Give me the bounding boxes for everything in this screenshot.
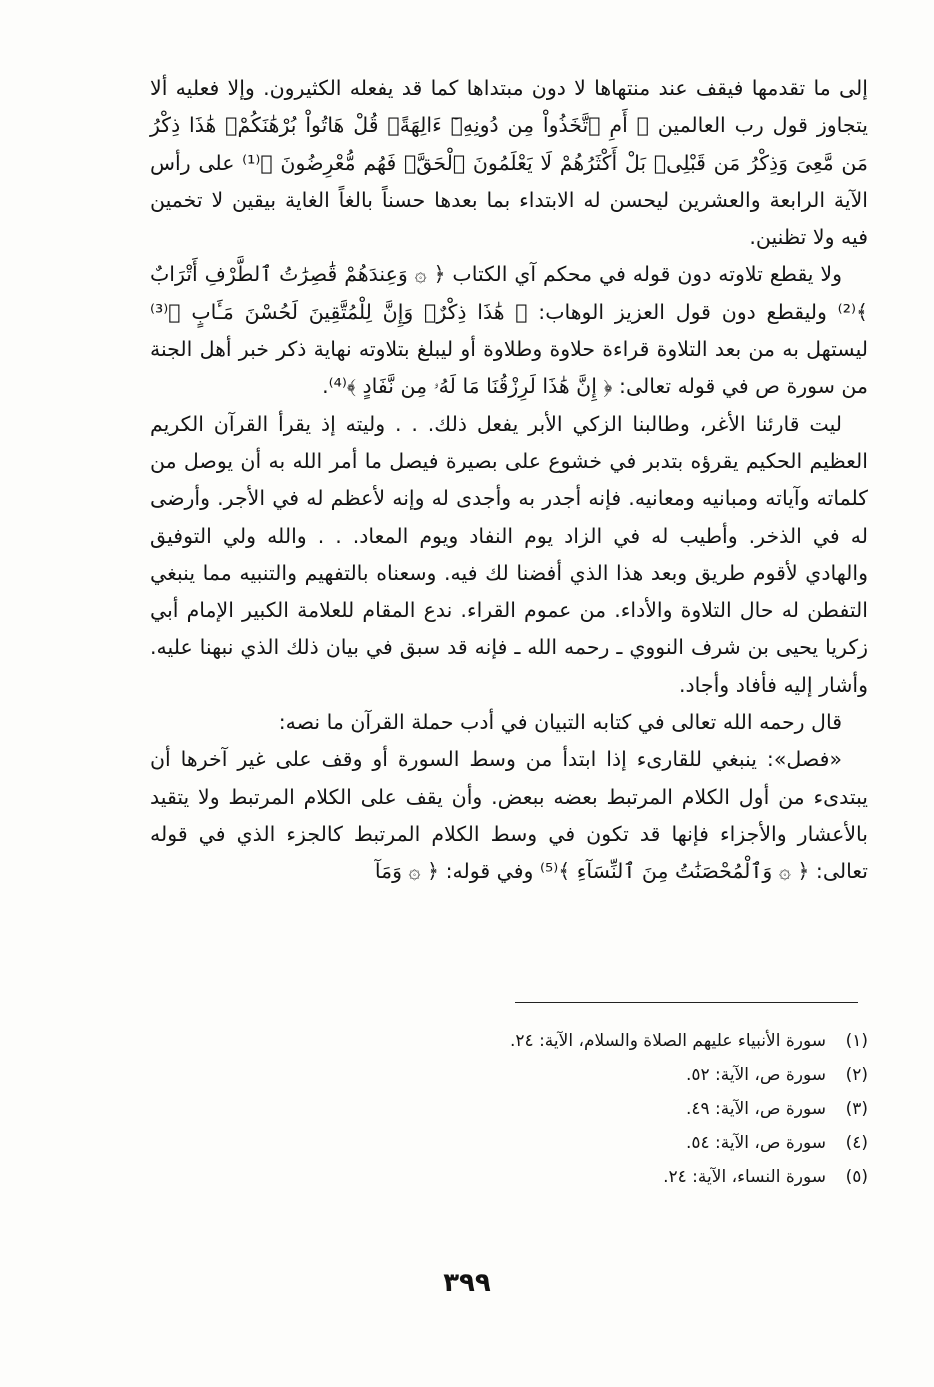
footnote-separator [515,1002,858,1003]
footnote-number: (٣) [845,1099,868,1119]
footnote-text: سورة ص، الآية: ٤٩. [685,1099,826,1119]
paragraph-3: ليت قارئنا الأغر، وطالبنا الزكي الأبر يفعل ذلك. . . وليته إذ يقرأ القرآن الكريم العظيم الحكيم يقرؤه بتدبر في خشوع على بصيرة فيصل ما أمر الله به أن يوصل من كلماته وآياته ومبانيه ومعانيه. فإنه أجدر به وأجدى له وإنه لأعظم له في الأجر. وأرضى له في الذخر. وأطيب له في الزاد يوم النفاد ويوم المعاد. . . والله ولي التوفيق والهادي لأقوم طريق وبعد هذا الذي أفضنا لك فيه. وسعناه بالتفهيم والتنبيه مما ينبغي التفطن له حال التلاوة والأداء. من عموم القراء. ندع المقام للعلامة الكبير الإمام أبي زكريا يحيى بن شرف النووي ـ رحمه الله ـ فإنه قد سبق في بيان ذلك الذي نبهنا عليه. وأشار إليه فأفاد وأجاد. [150,411,868,697]
footnote-text: سورة ص، الآية: ٥٤. [685,1133,826,1153]
paragraph-5: «فصل»: ينبغي للقارىء إذا ابتدأ من وسط السورة أو وقف على غير آخرها أن يبتدىء من أول الكلام المرتبط بعضه ببعض. وأن يقف على الكلام المرتبط ولا يتقيد بالأعشار والأجزاء فإنها قد تكون في وسط الكلام المرتبط كالجزء الذي في قوله تعالى: ﴿ ۞ وَٱلْمُحْصَنَٰتُ مِنَ ٱلنِّسَآءِ ﴾⁽⁵⁾ وفي قوله: ﴿ ۞ وَمَآ [150,747,868,884]
footnotes-list [150,1024,868,1194]
paragraph-2: ولا يقطع تلاوته دون قوله في محكم آي الكتاب ﴿ ۞ وَعِندَهُمْ قَٰصِرَٰتُ ٱلطَّرْفِ أَتْرَابٌ ﴾⁽²⁾ وليقطع دون قول العزيز الوهاب: ﴿ هَٰذَا ذِكْرٌۚ وَإِنَّ لِلْمُتَّقِينَ لَحُسْنَ مَـَٔابٍ ﴾⁽³⁾ ليستهل به من بعد التلاوة قراءة حلاوة وطلاوة أو ليبلغ بتلاوته نهاية ذكر خبر أهل الجنة من سورة ص في قوله تعالى: ﴿ إِنَّ هَٰذَا لَرِزْقُنَا مَا لَهُۥ مِن نَّفَادٍ ﴾⁽⁴⁾. [150,262,868,399]
footnote-3 [150,1092,868,1126]
footnote-1 [150,1024,868,1058]
footnote-5 [150,1160,868,1194]
paragraph-1: إلى ما تقدمها فيقف عند منتهاها لا دون مبتداها كما قد يفعله الكثيرون. وإلا فعليه ألا يتجاوز قول رب العالمين ﴿ أَمِ ٱتَّخَذُواْ مِن دُونِهِۦٓ ءَالِهَةًۖ قُلْ هَاتُواْ بُرْهَٰنَكُمْۖ هَٰذَا ذِكْرُ مَن مَّعِىَ وَذِكْرُ مَن قَبْلِىۗ بَلْ أَكْثَرُهُمْ لَا يَعْلَمُونَ ٱلْحَقَّۖ فَهُم مُّعْرِضُونَ ﴾⁽¹⁾ على رأس الآية الرابعة والعشرين ليحسن له الابتداء بما بعدها حسناً بالغاً الغاية بيقين لا تخمين فيه ولا تظنين. [150,76,869,250]
footnote-2 [150,1058,868,1092]
footnote-number: (٤) [845,1133,868,1153]
footnote-4 [150,1126,868,1160]
page-number: ٣٩٩ [443,1268,491,1298]
footnote-number: (٥) [845,1167,868,1187]
footnote-text: سورة ص، الآية: ٥٢. [685,1065,826,1085]
footnote-text: سورة الأنبياء عليهم الصلاة والسلام، الآية: ٢٤. [510,1031,826,1051]
footnote-number: (٢) [845,1065,868,1085]
footnote-number: (١) [845,1031,868,1051]
main-text-block [150,70,868,891]
paragraph-4: قال رحمه الله تعالى في كتابه التبيان في أدب حملة القرآن ما نصه: [278,710,842,735]
footnote-text: سورة النساء، الآية: ٢٤. [663,1167,826,1187]
